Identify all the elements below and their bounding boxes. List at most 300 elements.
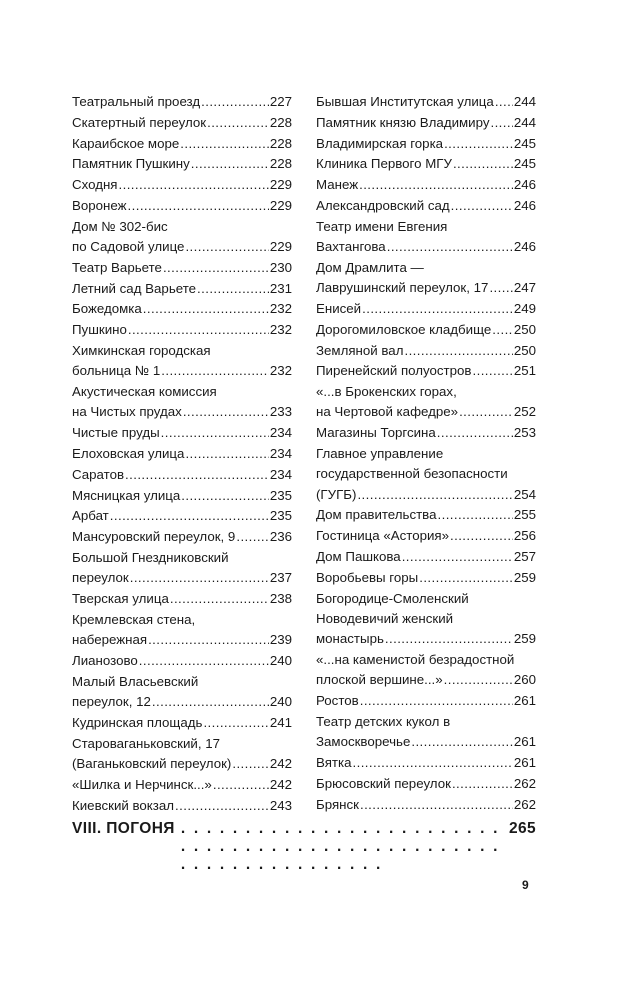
toc-left-column xyxy=(72,92,292,816)
toc-entry-line xyxy=(316,589,536,609)
toc-entry-title: Памятник Пушкину xyxy=(72,156,190,172)
toc-entry-page: 255 xyxy=(513,507,536,523)
toc-entry-line xyxy=(316,795,536,815)
toc-entry-line xyxy=(72,465,292,485)
toc-entry-page: 233 xyxy=(269,404,292,420)
toc-entry-line xyxy=(316,196,536,216)
toc-entry-title: Дом № 302-бис xyxy=(72,218,168,234)
leader-dots xyxy=(444,134,513,154)
toc-entry-line xyxy=(316,774,536,794)
toc-entry-title: по Садовой улице xyxy=(72,239,185,255)
toc-entry-title: Малый Власьевский xyxy=(72,673,199,689)
toc-entry-line xyxy=(316,712,536,732)
leader-dots xyxy=(459,402,513,422)
toc-entry-page: 259 xyxy=(513,569,536,585)
toc-entry-line xyxy=(72,630,292,650)
toc-entry-line xyxy=(72,341,292,361)
toc-entry-title: Театр детских кукол в xyxy=(316,713,451,729)
toc-entry-title: Брянск xyxy=(316,796,359,812)
leader-dots xyxy=(357,485,512,505)
toc-entry-line xyxy=(316,423,536,443)
toc-entry xyxy=(72,258,292,278)
toc-entry-title: Мансуровский переулок, 9 xyxy=(72,529,236,545)
leader-dots xyxy=(148,630,269,650)
leader-dots xyxy=(236,527,268,547)
leader-dots xyxy=(183,402,269,422)
toc-entry xyxy=(316,589,536,650)
toc-entry xyxy=(72,527,292,547)
toc-entry-line xyxy=(316,361,536,381)
leader-dots xyxy=(404,341,512,361)
toc-entry-page: 234 xyxy=(269,446,292,462)
toc-entry xyxy=(316,795,536,815)
toc-entry-line xyxy=(72,279,292,299)
toc-entry-line xyxy=(316,258,536,278)
leader-dots xyxy=(143,299,269,319)
leader-dots xyxy=(181,820,503,874)
toc-entry xyxy=(316,320,536,340)
toc-entry xyxy=(316,382,536,423)
toc-entry-page: 250 xyxy=(513,321,536,337)
toc-entry xyxy=(72,734,292,775)
leader-dots xyxy=(353,753,513,773)
leader-dots xyxy=(495,92,513,112)
toc-entry xyxy=(72,92,292,112)
toc-entry xyxy=(72,279,292,299)
toc-entry xyxy=(72,444,292,464)
toc-entry-page: 232 xyxy=(269,322,292,338)
toc-entry-line xyxy=(72,527,292,547)
toc-entry-line xyxy=(316,609,536,629)
leader-dots xyxy=(438,505,513,525)
toc-entry-title: Елоховская улица xyxy=(72,446,185,462)
toc-entry-line xyxy=(316,753,536,773)
toc-entry-page: 238 xyxy=(269,591,292,607)
toc-entry-title: Манеж xyxy=(316,177,359,193)
leader-dots xyxy=(213,775,269,795)
leader-dots xyxy=(128,196,269,216)
leader-dots xyxy=(232,754,268,774)
toc-entry-line xyxy=(316,382,536,402)
toc-entry-page: 240 xyxy=(269,653,292,669)
toc-entry-title: Брюсовский переулок xyxy=(316,775,451,791)
toc-entry-page: 234 xyxy=(269,425,292,441)
toc-entry-page: 250 xyxy=(513,342,536,358)
toc-entry-title: Дом Пашкова xyxy=(316,549,401,565)
toc-entry-line xyxy=(72,568,292,588)
toc-entry-page: 232 xyxy=(269,363,292,379)
toc-entry-line xyxy=(72,175,292,195)
toc-entry-page: 260 xyxy=(513,672,536,688)
leader-dots xyxy=(125,465,269,485)
toc-entry-title: Арбат xyxy=(72,508,109,524)
toc-entry xyxy=(316,258,536,299)
toc-entry-line xyxy=(72,320,292,340)
toc-entry xyxy=(72,217,292,258)
toc-entry-title: Скатертный переулок xyxy=(72,114,207,130)
toc-entry-page: 253 xyxy=(513,425,536,441)
leader-dots xyxy=(185,444,268,464)
toc-entry xyxy=(72,134,292,154)
toc-entry-page: 261 xyxy=(513,734,536,750)
toc-entry-line xyxy=(316,299,536,319)
toc-entry-page: 229 xyxy=(269,177,292,193)
toc-entry-title: Летний сад Варьете xyxy=(72,280,197,296)
toc-entry-line xyxy=(72,92,292,112)
leader-dots xyxy=(201,92,269,112)
toc-entry-line xyxy=(316,547,536,567)
toc-entry xyxy=(316,196,536,216)
leader-dots xyxy=(385,629,513,649)
toc-entry-title: набережная xyxy=(72,632,148,648)
toc-entry-title: Саратов xyxy=(72,466,125,482)
toc-entry-title: Театр имени Евгения xyxy=(316,218,448,234)
leader-dots xyxy=(453,154,513,174)
toc-entry-page: 252 xyxy=(513,404,536,420)
toc-entry-title: Кремлевская стена, xyxy=(72,611,196,627)
leader-dots xyxy=(452,774,513,794)
toc-entry-title: Дом правительства xyxy=(316,507,437,523)
toc-entry-page: 244 xyxy=(513,94,536,109)
leader-dots xyxy=(489,278,512,298)
leader-dots xyxy=(360,795,513,815)
toc-entry-title: переулок xyxy=(72,570,129,586)
toc-entry-line xyxy=(316,526,536,546)
toc-entry-page: 235 xyxy=(269,487,292,503)
toc-entry-line xyxy=(72,506,292,526)
toc-entry-page: 256 xyxy=(513,528,536,544)
toc-entry xyxy=(72,610,292,651)
toc-entry-title: Вахтангова xyxy=(316,239,386,255)
toc-entry-line xyxy=(316,237,536,257)
toc-entry xyxy=(316,217,536,258)
toc-entry-title: Лаврушинский переулок, 17 xyxy=(316,280,489,296)
toc-entry xyxy=(72,486,292,506)
toc-entry-line xyxy=(72,258,292,278)
toc-entry-page: 228 xyxy=(269,135,292,151)
toc-entry xyxy=(72,154,292,174)
toc-entry-page: 231 xyxy=(269,280,292,296)
toc-entry-page: 235 xyxy=(269,508,292,524)
toc-entry-page: 242 xyxy=(269,756,292,771)
toc-entry-line xyxy=(316,92,536,112)
leader-dots xyxy=(444,670,513,690)
toc-entry-title: Воронеж xyxy=(72,197,127,213)
toc-entry-page: 230 xyxy=(269,259,292,275)
toc-entry-line xyxy=(316,217,536,237)
toc-entry-title: на Чистых прудах xyxy=(72,404,182,420)
toc-entry-line xyxy=(72,548,292,568)
toc-entry-line xyxy=(316,485,536,505)
toc-entry-title: Новодевичий женский xyxy=(316,610,454,626)
toc-entry-line xyxy=(316,505,536,525)
toc-entry-title: Владимирская горка xyxy=(316,135,444,151)
toc-entry xyxy=(316,691,536,711)
toc-entry-page: 257 xyxy=(513,549,536,565)
toc-entry-title: Лианозово xyxy=(72,653,138,669)
leader-dots xyxy=(362,299,513,319)
toc-entry-title: Главное управление xyxy=(316,446,444,462)
toc-entry xyxy=(72,713,292,733)
leader-dots xyxy=(387,237,513,257)
leader-dots xyxy=(161,361,269,381)
toc-entry xyxy=(316,526,536,546)
toc-entry-title: Киевский вокзал xyxy=(72,797,175,813)
toc-entry-line xyxy=(316,732,536,752)
toc-entry xyxy=(72,175,292,195)
leader-dots xyxy=(207,113,269,133)
toc-entry-title: Божедомка xyxy=(72,301,142,317)
toc-entry-page: 236 xyxy=(269,529,292,545)
toc-entry-page: 228 xyxy=(269,156,292,172)
toc-entry-page: 247 xyxy=(513,280,536,296)
toc-entry xyxy=(72,423,292,443)
toc-entry-title: плоской вершине...» xyxy=(316,672,443,688)
toc-entry-line xyxy=(72,134,292,154)
toc-entry-line xyxy=(316,402,536,422)
toc-entry xyxy=(72,113,292,133)
leader-dots xyxy=(492,320,513,340)
leader-dots xyxy=(411,732,512,752)
toc-entry-page: 239 xyxy=(269,632,292,648)
toc-entry xyxy=(72,506,292,526)
toc-entry-page: 259 xyxy=(513,631,536,647)
toc-entry-line xyxy=(316,691,536,711)
toc-entry-page: 227 xyxy=(269,94,292,109)
toc-entry-line xyxy=(72,402,292,422)
toc-entry-page: 254 xyxy=(513,486,536,502)
toc-entry-page: 246 xyxy=(513,239,536,255)
toc-entry-title: Клиника Первого МГУ xyxy=(316,156,452,172)
toc-entry-title: «...в Брокенских горах, xyxy=(316,384,457,400)
toc-entry-page: 246 xyxy=(513,177,536,193)
toc-entry-line xyxy=(72,444,292,464)
toc-entry-line xyxy=(72,651,292,671)
chapter-title: VIII. ПОГОНЯ xyxy=(72,820,175,837)
leader-dots xyxy=(152,692,269,712)
toc-entry-title: (Ваганьковский переулок) xyxy=(72,756,232,771)
leader-dots xyxy=(450,526,513,546)
toc-entry-title: Пушкино xyxy=(72,322,127,338)
toc-entry xyxy=(72,341,292,382)
toc-entry-title: больница № 1 xyxy=(72,363,161,379)
toc-entry-title: Бывшая Институтская улица xyxy=(316,94,494,109)
toc-entry-title: Воробьевы горы xyxy=(316,569,419,585)
toc-entry-title: Мясницкая улица xyxy=(72,487,181,503)
toc-entry-title: Памятник князю Владимиру xyxy=(316,114,490,130)
toc-entry-page: 234 xyxy=(269,466,292,482)
toc-entry xyxy=(72,465,292,485)
leader-dots xyxy=(119,175,269,195)
chapter-page: 265 xyxy=(508,820,536,837)
toc-entry-line xyxy=(72,299,292,319)
toc-entry xyxy=(316,712,536,753)
leader-dots xyxy=(180,134,269,154)
toc-entry-page: 242 xyxy=(269,776,292,792)
leader-dots xyxy=(197,279,269,299)
toc-entry-page: 229 xyxy=(269,197,292,213)
toc-entry-line xyxy=(316,568,536,588)
toc-entry-title: Театральный проезд xyxy=(72,94,201,109)
toc-entry-title: Замоскворечье xyxy=(316,734,411,750)
toc-entry-page: 245 xyxy=(513,135,536,151)
toc-entry xyxy=(316,154,536,174)
toc-entry xyxy=(72,548,292,589)
toc-entry-line xyxy=(316,629,536,649)
toc-entry-title: переулок, 12 xyxy=(72,694,151,710)
toc-entry-line xyxy=(72,713,292,733)
leader-dots xyxy=(191,154,269,174)
toc-entry-line xyxy=(316,113,536,133)
toc-entry-title: Гостиница «Астория» xyxy=(316,528,450,544)
leader-dots xyxy=(473,361,513,381)
leader-dots xyxy=(490,113,512,133)
toc-entry-title: (ГУГБ) xyxy=(316,486,357,502)
toc-entry-title: Химкинская городская xyxy=(72,343,211,359)
leader-dots xyxy=(402,547,513,567)
toc-entry-page: 237 xyxy=(269,570,292,586)
toc-entry-title: Староваганьковский, 17 xyxy=(72,735,221,751)
leader-dots xyxy=(360,691,513,711)
toc-right-column xyxy=(316,92,536,815)
toc-entry xyxy=(316,650,536,691)
toc-entry-line xyxy=(316,278,536,298)
toc-entry xyxy=(72,651,292,671)
toc-entry-page: 245 xyxy=(513,156,536,172)
toc-entry-page: 261 xyxy=(513,693,536,709)
toc-entry-page: 249 xyxy=(513,300,536,316)
leader-dots xyxy=(437,423,513,443)
toc-entry-title: Магазины Торгсина xyxy=(316,425,436,441)
toc-entry-line xyxy=(72,486,292,506)
leader-dots xyxy=(175,796,269,816)
toc-entry-title: Большой Гнездниковский xyxy=(72,550,229,566)
toc-entry xyxy=(72,589,292,609)
page-number: 9 xyxy=(522,878,529,892)
toc-entry-line xyxy=(316,154,536,174)
toc-entry-title: «Шилка и Нерчинск...» xyxy=(72,776,212,792)
toc-entry-line xyxy=(72,217,292,237)
toc-entry-page: 240 xyxy=(269,694,292,710)
toc-entry-title: Тверская улица xyxy=(72,591,169,607)
leader-dots xyxy=(110,506,269,526)
toc-entry xyxy=(316,175,536,195)
toc-entry xyxy=(316,92,536,112)
toc-entry-title: Дом Драмлита — xyxy=(316,259,424,275)
toc-entry-line xyxy=(316,444,536,464)
toc-entry-line xyxy=(72,113,292,133)
toc-entry-line xyxy=(316,341,536,361)
toc-entry xyxy=(316,341,536,361)
toc-entry xyxy=(316,774,536,794)
toc-entry-page: 262 xyxy=(513,775,536,791)
toc-entry-line xyxy=(72,734,292,754)
toc-entry-title: Енисей xyxy=(316,300,362,316)
toc-entry-title: Чистые пруды xyxy=(72,425,160,441)
toc-entry-line xyxy=(316,175,536,195)
toc-entry-title: Сходня xyxy=(72,177,118,193)
toc-entry-page: 229 xyxy=(269,239,292,255)
toc-entry xyxy=(72,775,292,795)
toc-entry-line xyxy=(316,670,536,690)
leader-dots xyxy=(181,486,269,506)
toc-entry xyxy=(316,444,536,505)
chapter-entry xyxy=(72,820,536,874)
toc-entry-title: Пиренейский полуостров xyxy=(316,363,472,379)
toc-entry xyxy=(72,299,292,319)
toc-entry-line xyxy=(72,754,292,774)
toc-entry-title: на Чертовой кафедре» xyxy=(316,404,459,420)
toc-entry-page: 244 xyxy=(513,114,536,130)
toc-entry-line xyxy=(72,672,292,692)
toc-entry xyxy=(316,134,536,154)
toc-entry-page: 228 xyxy=(269,114,292,130)
toc-entry-line xyxy=(72,796,292,816)
toc-entry-title: Богородице-Смоленский xyxy=(316,590,469,606)
toc-entry-title: Дорогомиловское кладбище xyxy=(316,321,492,337)
toc-entry-line xyxy=(316,650,536,670)
toc-entry xyxy=(72,196,292,216)
toc-entry-title: Земляной вал xyxy=(316,342,404,358)
leader-dots xyxy=(139,651,269,671)
toc-entry xyxy=(72,382,292,423)
toc-entry-title: государственной безопасности xyxy=(316,466,508,482)
toc-entry-page: 232 xyxy=(269,301,292,317)
toc-entry-title: Акустическая комиссия xyxy=(72,384,217,400)
toc-entry-page: 262 xyxy=(513,796,536,812)
toc-entry xyxy=(316,113,536,133)
toc-entry-page: 246 xyxy=(513,197,536,213)
toc-entry-line xyxy=(72,237,292,257)
toc-entry-line xyxy=(72,775,292,795)
leader-dots xyxy=(203,713,268,733)
toc-entry-title: Кудринская площадь xyxy=(72,714,203,730)
toc-entry xyxy=(316,505,536,525)
toc-entry-page: 261 xyxy=(513,755,536,770)
leader-dots xyxy=(163,258,269,278)
toc-entry xyxy=(72,796,292,816)
leader-dots xyxy=(419,568,513,588)
leader-dots xyxy=(185,237,268,257)
toc-entry-line xyxy=(72,361,292,381)
toc-entry-line xyxy=(72,610,292,630)
toc-entry-title: Ростов xyxy=(316,693,359,709)
toc-entry-page: 241 xyxy=(269,714,292,730)
toc-entry-line xyxy=(316,320,536,340)
toc-entry xyxy=(316,568,536,588)
toc-entry-page: 243 xyxy=(269,797,292,813)
leader-dots xyxy=(161,423,269,443)
toc-entry-line xyxy=(72,196,292,216)
toc-entry-line xyxy=(72,154,292,174)
toc-entry-title: Вятка xyxy=(316,755,352,770)
toc-entry-title: Театр Варьете xyxy=(72,259,162,275)
toc-entry xyxy=(72,672,292,713)
toc-entry-page: 251 xyxy=(513,363,536,379)
toc-entry-title: монастырь xyxy=(316,631,384,647)
leader-dots xyxy=(128,320,269,340)
leader-dots xyxy=(130,568,269,588)
toc-entry-line xyxy=(316,464,536,484)
toc-entry xyxy=(316,423,536,443)
toc-entry-line xyxy=(72,692,292,712)
leader-dots xyxy=(359,175,513,195)
toc-entry-line xyxy=(72,423,292,443)
toc-entry-line xyxy=(316,134,536,154)
toc-entry xyxy=(316,753,536,773)
leader-dots xyxy=(451,196,513,216)
toc-entry xyxy=(316,299,536,319)
